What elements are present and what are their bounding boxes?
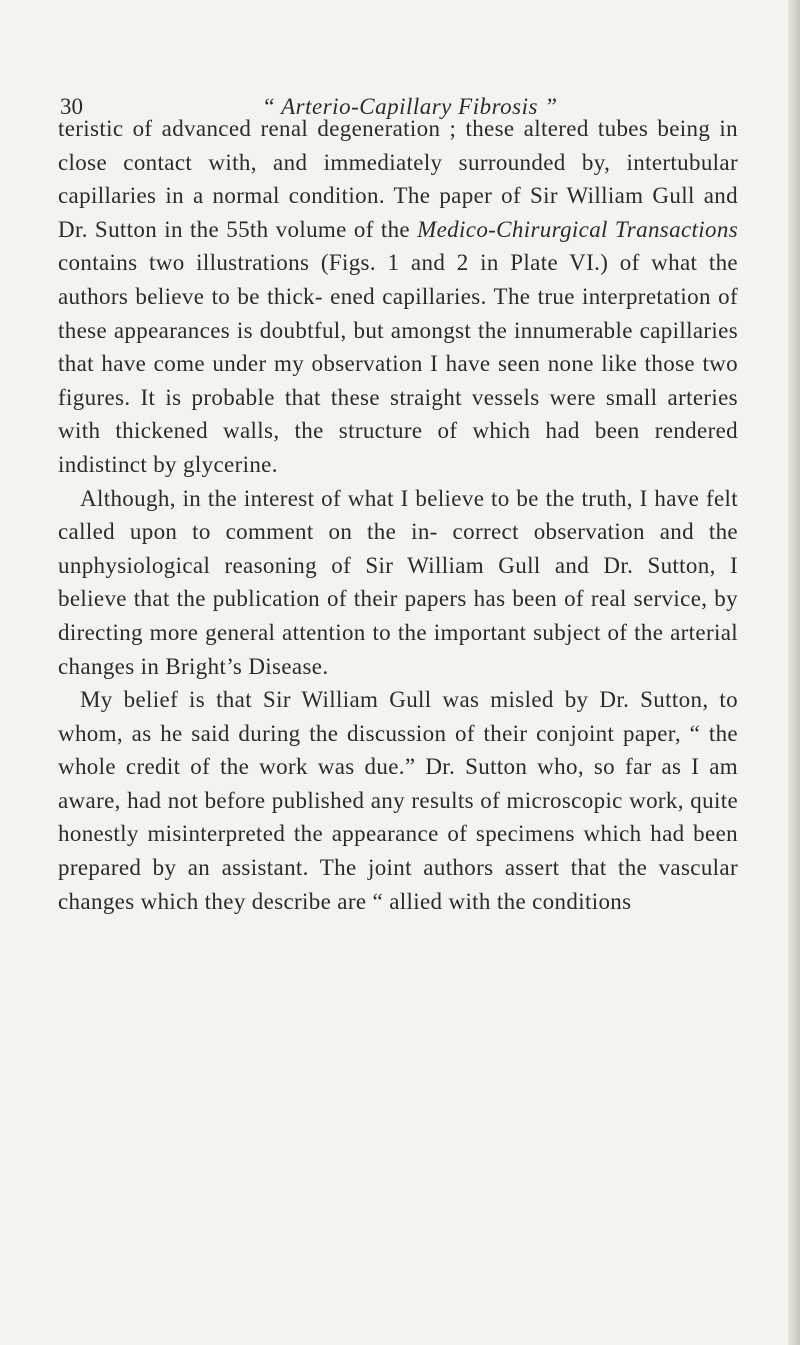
paragraph-1-text-before: teristic of advanced renal degeneration ; these altered tubes being in close contact with, and immediately surrounded by, intertubular capillaries in a normal condition. The paper of Sir William Gull and Dr. Sutton in the 55th volume of the	[58, 116, 738, 242]
running-title: “ Arterio-Capillary Fibrosis ”	[262, 94, 558, 119]
paragraph-2: Although, in the interest of what I believe to be the truth, I have felt called upon to comment on the in- correct observation and the unphysiological reasoning of Sir William Gull and Dr. Sutton, I believe that the publication of their papers has been of real service, by directing more general attention to the important subject of the arterial changes in Bright’s Disease.	[58, 485, 738, 679]
journal-title: Medico-Chirurgical Transactions	[417, 216, 738, 242]
body-text	[58, 112, 738, 918]
paragraph-1	[58, 112, 738, 482]
paragraph-1-text-after: contains two illustrations (Figs. 1 and 2 in Plate VI.) of what the authors believe to be thick- ened capillaries. The true interpretation of these appearances is doubtful, but amongst the innumerable capillaries that have come under my observation I have seen none like those two figures. It is probable that these straight vessels were small arteries with thickened walls, the structure of which had been rendered indistinct by glycerine.	[58, 250, 738, 477]
paragraph-3: My belief is that Sir William Gull was misled by Dr. Sutton, to whom, as he said during the discussion of their conjoint paper, “ the whole credit of the work was due.” Dr. Sutton who, so far as I am aware, had not before published any results of microscopic work, quite honestly misinterpreted the appearance of specimens which had been prepared by an assistant. The joint authors assert that the vascular changes which they describe are “ allied with the conditions	[58, 687, 738, 914]
page-edge-shadow	[788, 0, 800, 1345]
page-number: 30	[60, 94, 83, 119]
